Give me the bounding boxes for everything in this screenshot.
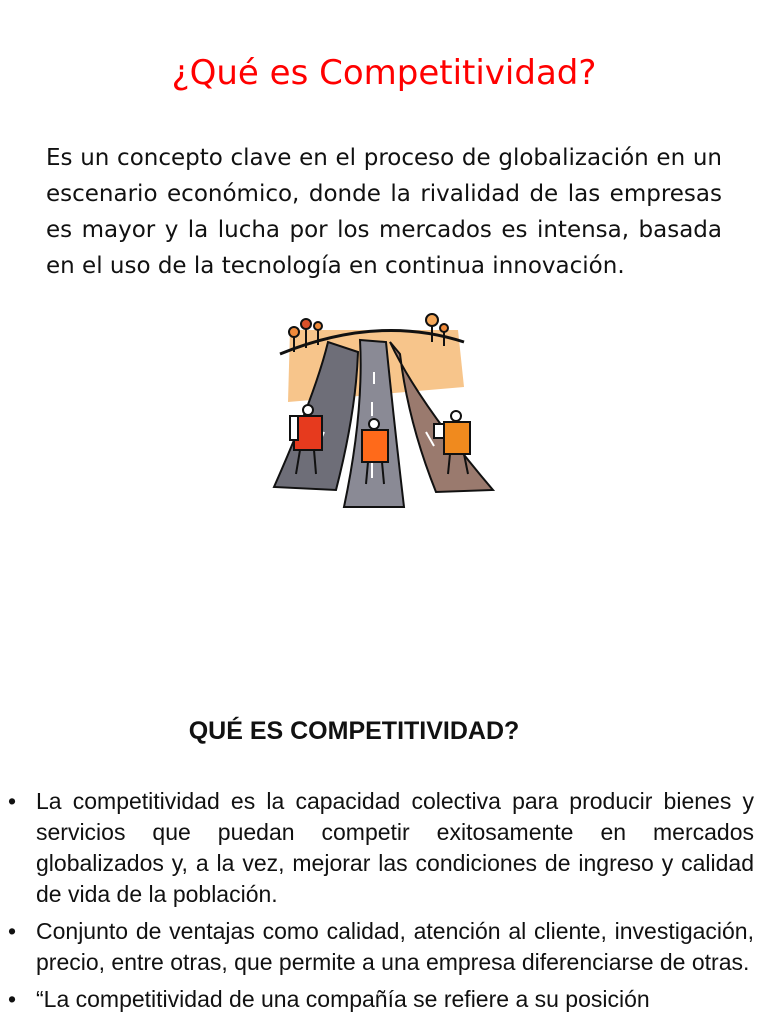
bullet-item: [0, 984, 768, 1015]
bullet-item: [0, 916, 768, 978]
bullet-text: La competitividad es la capacidad colectiva para producir bienes y servicios que puedan competir exitosamente en mercados globalizados y, a la vez, mejorar las condiciones de ingreso y calidad de vida de la población.: [36, 788, 754, 907]
runners-illustration: [268, 312, 498, 512]
bullet-text: “La competitividad de una compañía se refiere a su posición: [36, 986, 650, 1012]
slide-2: [0, 690, 768, 1024]
bullet-text: Conjunto de ventajas como calidad, atención al cliente, investigación, precio, entre otras, que permite a una empresa diferenciarse de otras.: [36, 918, 754, 975]
slide-1-title: ¿Qué es Competitividad?: [171, 53, 597, 93]
bullet-item: [0, 786, 768, 910]
bullet-list: [0, 786, 768, 1021]
slide-2-title: QUÉ ES COMPETITIVIDAD?: [188, 717, 520, 745]
bullet-symbol: •: [8, 918, 17, 944]
bullet-symbol: •: [8, 788, 17, 814]
bullet-symbol: •: [8, 986, 17, 1012]
slide-1-paragraph: Es un concepto clave en el proceso de globalización en un escenario económico, donde la rivalidad de las empresas es mayor y la lucha por los mercados es intensa, basada en el uso de la tecnología en continua innovación.: [46, 145, 722, 279]
